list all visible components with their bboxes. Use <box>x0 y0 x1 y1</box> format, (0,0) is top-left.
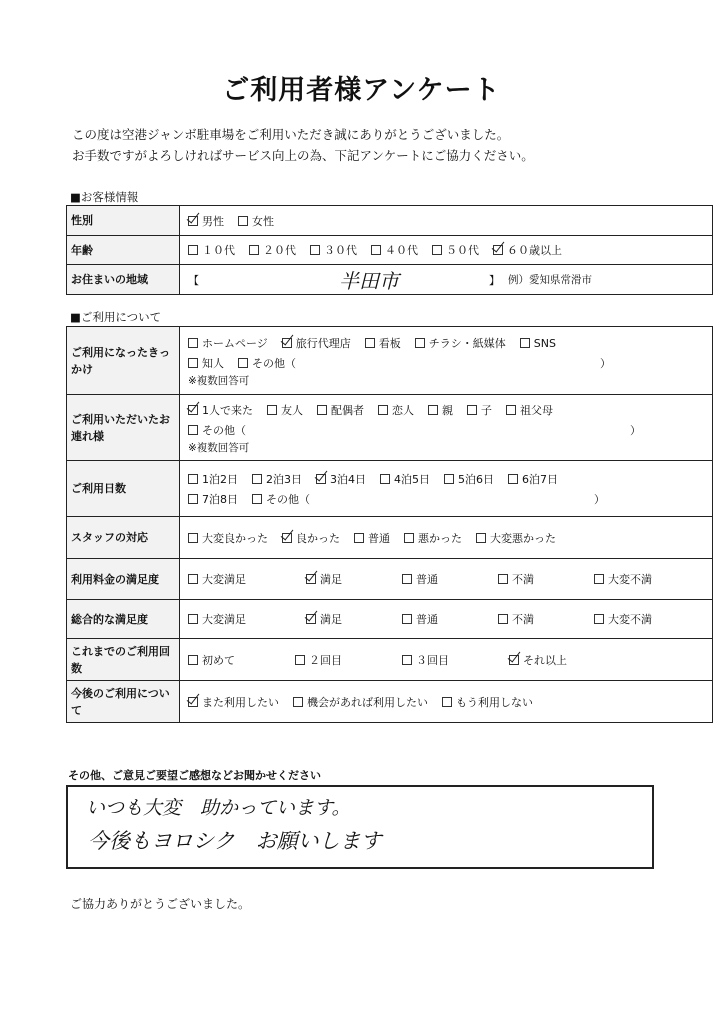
checkbox-label: 友人 <box>281 404 303 417</box>
checkbox-label: 女性 <box>252 214 274 228</box>
checkbox-label: 1人で来た <box>202 404 253 417</box>
checkbox-icon[interactable] <box>188 245 198 255</box>
checkbox-option[interactable] <box>306 571 342 587</box>
checkbox-label: 子 <box>481 404 492 417</box>
area-label: お住まいの地域 <box>67 265 180 295</box>
checkbox-icon[interactable] <box>442 697 452 707</box>
checkbox-icon[interactable] <box>238 358 248 368</box>
customer-info-table <box>66 205 713 295</box>
trigger-label: ご利用になったきっかけ <box>67 327 180 395</box>
checkbox-label: 配偶者 <box>331 404 364 417</box>
checkbox-label: 大変満足 <box>202 613 246 626</box>
checkbox-option[interactable] <box>238 355 296 371</box>
checkbox-icon[interactable] <box>594 574 604 584</box>
checkbox-label: もう利用しない <box>456 695 533 709</box>
checkbox-icon[interactable] <box>188 358 198 368</box>
checkbox-icon[interactable] <box>506 405 516 415</box>
checkbox-option[interactable] <box>432 242 479 258</box>
companion-options-row2 <box>188 422 260 438</box>
checked-box-icon[interactable] <box>316 474 326 484</box>
checkbox-label: １０代 <box>202 244 235 257</box>
checkbox-label: 不満 <box>512 573 534 586</box>
gender-label: 性別 <box>67 206 180 236</box>
page-title: ご利用者様アンケート <box>222 75 501 106</box>
thanks-message: ご協力ありがとうございました。 <box>70 897 251 911</box>
checked-box-icon[interactable] <box>188 216 198 226</box>
checkbox-icon[interactable] <box>365 338 375 348</box>
age-options <box>188 242 712 258</box>
checkbox-label: 4泊5日 <box>394 472 430 486</box>
checkbox-icon[interactable] <box>428 405 438 415</box>
checkbox-label: 知人 <box>202 357 224 370</box>
checkbox-option[interactable] <box>415 335 506 351</box>
checkbox-icon[interactable] <box>378 405 388 415</box>
checkbox-label: それ以上 <box>523 653 567 667</box>
checkbox-label: 普通 <box>416 573 438 586</box>
section-customer-heading: ■お客様情報 <box>70 190 139 204</box>
checkbox-label: ４０代 <box>385 244 418 257</box>
days-label: ご利用日数 <box>67 461 180 517</box>
checkbox-option[interactable] <box>316 471 366 487</box>
checkbox-label: 大変不満 <box>608 573 652 586</box>
checkbox-label: 3泊4日 <box>330 472 366 486</box>
comment-label: その他、ご意見ご要望ご感想などお聞かせください <box>68 769 321 782</box>
checkbox-label: その他（ <box>252 357 296 370</box>
checkbox-icon[interactable] <box>402 655 412 665</box>
checkbox-option[interactable] <box>509 652 567 668</box>
checkbox-label: 大変悪かった <box>490 531 556 545</box>
checkbox-label: ３０代 <box>324 244 357 257</box>
checkbox-option[interactable] <box>365 335 401 351</box>
checkbox-option[interactable] <box>188 402 253 418</box>
trigger-close-paren: ） <box>600 357 611 370</box>
checkbox-icon[interactable] <box>402 574 412 584</box>
checkbox-icon[interactable] <box>188 655 198 665</box>
checkbox-option[interactable] <box>293 694 428 710</box>
days-close-paren: ） <box>594 492 605 506</box>
checkbox-option[interactable] <box>442 694 533 710</box>
checkbox-option[interactable] <box>317 402 364 418</box>
checkbox-icon[interactable] <box>188 574 198 584</box>
checkbox-label: 親 <box>442 404 453 417</box>
staff-label: スタッフの対応 <box>67 517 180 559</box>
checkbox-label: 5泊6日 <box>458 472 494 486</box>
checkbox-option[interactable] <box>402 652 449 668</box>
checkbox-icon[interactable] <box>188 425 198 435</box>
checkbox-option[interactable] <box>188 611 246 627</box>
checkbox-option[interactable] <box>188 422 246 438</box>
checked-box-icon[interactable] <box>306 574 316 584</box>
checkbox-label: 旅行代理店 <box>295 337 351 350</box>
checkbox-label: 6泊7日 <box>522 472 558 486</box>
checkbox-icon[interactable] <box>188 614 198 624</box>
checkbox-option[interactable] <box>594 571 652 587</box>
checkbox-option[interactable] <box>594 611 652 627</box>
checked-box-icon[interactable] <box>188 697 198 707</box>
checked-box-icon[interactable] <box>493 245 503 255</box>
checkbox-label: 2泊3日 <box>266 472 302 486</box>
companion-label: ご利用いただいたお連れ様 <box>67 395 180 461</box>
checkbox-option[interactable] <box>188 242 235 258</box>
checkbox-icon[interactable] <box>594 614 604 624</box>
checkbox-icon[interactable] <box>188 533 198 543</box>
checkbox-label: ６０歳以上 <box>507 244 562 257</box>
checkbox-icon[interactable] <box>310 245 320 255</box>
checkbox-option[interactable] <box>238 213 274 229</box>
checkbox-label: 普通 <box>416 613 438 626</box>
checkbox-label: その他（ <box>202 424 246 437</box>
checkbox-label: 大変不満 <box>608 613 652 626</box>
checkbox-option[interactable] <box>188 571 246 587</box>
checked-box-icon[interactable] <box>306 614 316 624</box>
checkbox-option[interactable] <box>306 611 342 627</box>
checkbox-option[interactable] <box>282 335 351 351</box>
checkbox-label: 普通 <box>368 531 390 545</box>
checkbox-icon[interactable] <box>444 474 454 484</box>
checkbox-option[interactable] <box>188 335 268 351</box>
checkbox-option[interactable] <box>508 471 558 487</box>
checkbox-icon[interactable] <box>498 574 508 584</box>
checkbox-label: ３回目 <box>416 653 449 667</box>
count-options <box>188 652 712 668</box>
checkbox-label: ホームページ <box>202 337 268 350</box>
checkbox-icon[interactable] <box>293 697 303 707</box>
checkbox-icon[interactable] <box>354 533 364 543</box>
age-label: 年齢 <box>67 236 180 265</box>
checkbox-label: 7泊8日 <box>202 492 238 506</box>
days-options-row2 <box>188 491 324 507</box>
companion-close-paren: ） <box>630 424 641 437</box>
checkbox-option[interactable] <box>378 402 414 418</box>
checkbox-icon[interactable] <box>188 494 198 504</box>
checkbox-option[interactable] <box>188 530 268 546</box>
checkbox-icon[interactable] <box>520 338 530 348</box>
checkbox-label: 祖父母 <box>520 404 553 417</box>
checkbox-label: 満足 <box>320 573 342 586</box>
usage-table <box>66 326 713 723</box>
checkbox-label: 初めて <box>202 653 235 667</box>
checkbox-label: 満足 <box>320 613 342 626</box>
checkbox-icon[interactable] <box>404 533 414 543</box>
checkbox-option[interactable] <box>428 402 453 418</box>
trigger-options-row1 <box>188 333 712 353</box>
checkbox-option[interactable] <box>371 242 418 258</box>
checkbox-option[interactable] <box>520 337 556 350</box>
checkbox-option[interactable] <box>467 402 492 418</box>
comment-line-1: いつも大変 助かっています。 <box>86 797 351 819</box>
checkbox-label: 悪かった <box>418 531 462 545</box>
checkbox-option[interactable] <box>402 571 438 587</box>
section-usage-heading: ■ご利用について <box>70 310 162 324</box>
checked-box-icon[interactable] <box>509 655 519 665</box>
checkbox-icon[interactable] <box>498 614 508 624</box>
checkbox-option[interactable] <box>498 571 534 587</box>
area-bracket-close: 】 <box>489 273 500 287</box>
checkbox-label: 大変満足 <box>202 573 246 586</box>
checkbox-label: SNS <box>533 336 556 350</box>
checkbox-option[interactable] <box>267 402 303 418</box>
checked-box-icon[interactable] <box>188 405 198 415</box>
future-options <box>188 694 712 710</box>
checkbox-option[interactable] <box>493 242 562 258</box>
checkbox-icon[interactable] <box>415 338 425 348</box>
checkbox-icon[interactable] <box>267 405 277 415</box>
checkbox-option[interactable] <box>506 402 553 418</box>
checkbox-icon[interactable] <box>317 405 327 415</box>
price-options <box>188 571 712 587</box>
checkbox-option[interactable] <box>188 471 238 487</box>
intro-line-2: お手数ですがよろしければサービス向上の為、下記アンケートにご協力ください。 <box>72 148 534 163</box>
checkbox-option[interactable] <box>188 213 224 229</box>
days-options-row1 <box>188 469 712 489</box>
checkbox-icon[interactable] <box>467 405 477 415</box>
checkbox-icon[interactable] <box>508 474 518 484</box>
checkbox-icon[interactable] <box>371 245 381 255</box>
checkbox-label: 良かった <box>296 531 340 545</box>
checkbox-option[interactable] <box>188 652 235 668</box>
checkbox-option[interactable] <box>444 471 494 487</box>
overall-options <box>188 611 712 627</box>
checkbox-icon[interactable] <box>432 245 442 255</box>
companion-options-row1 <box>188 400 712 420</box>
comment-line-2: 今後もヨロシク お願いします <box>88 829 382 853</box>
checkbox-icon[interactable] <box>476 533 486 543</box>
checkbox-icon[interactable] <box>252 474 262 484</box>
checkbox-option[interactable] <box>188 355 224 371</box>
checkbox-icon[interactable] <box>295 655 305 665</box>
count-label: これまでのご利用回数 <box>67 639 180 681</box>
checkbox-icon[interactable] <box>249 245 259 255</box>
checkbox-label: 1泊2日 <box>202 472 238 486</box>
checkbox-option[interactable] <box>402 611 438 627</box>
checkbox-label: ２回目 <box>309 653 342 667</box>
checkbox-icon[interactable] <box>188 338 198 348</box>
checkbox-option[interactable] <box>249 242 296 258</box>
checkbox-icon[interactable] <box>402 614 412 624</box>
checkbox-option[interactable] <box>476 530 556 546</box>
trigger-options-row2 <box>188 355 310 371</box>
checkbox-option[interactable] <box>380 471 430 487</box>
companion-note: ※複数回答可 <box>188 442 250 454</box>
area-value[interactable]: 半田市 <box>339 269 399 293</box>
trigger-note: ※複数回答可 <box>188 375 250 387</box>
checkbox-option[interactable] <box>252 471 302 487</box>
checkbox-label: チラシ・紙媒体 <box>428 337 506 350</box>
checkbox-icon[interactable] <box>188 474 198 484</box>
checkbox-label: また利用したい <box>202 695 279 709</box>
checked-box-icon[interactable] <box>282 533 292 543</box>
overall-label: 総合的な満足度 <box>67 600 180 639</box>
checkbox-option[interactable] <box>354 530 390 546</box>
checkbox-option[interactable] <box>188 491 238 507</box>
future-label: 今後のご利用について <box>67 681 180 723</box>
price-label: 利用料金の満足度 <box>67 559 180 600</box>
area-example: 例）愛知県常滑市 <box>508 274 592 286</box>
checkbox-label: その他（ <box>266 492 310 506</box>
checkbox-label: 男性 <box>202 214 224 228</box>
checked-box-icon[interactable] <box>282 338 292 348</box>
checkbox-label: ２０代 <box>263 244 296 257</box>
checkbox-option[interactable] <box>282 530 340 546</box>
checkbox-label: ５０代 <box>446 244 479 257</box>
checkbox-label: 看板 <box>378 337 401 350</box>
checkbox-icon[interactable] <box>238 216 248 226</box>
checkbox-option[interactable] <box>252 491 310 507</box>
checkbox-option[interactable] <box>498 611 534 627</box>
checkbox-option[interactable] <box>295 652 342 668</box>
checkbox-icon[interactable] <box>380 474 390 484</box>
comment-box[interactable] <box>66 785 654 869</box>
checkbox-option[interactable] <box>188 694 279 710</box>
checkbox-option[interactable] <box>310 242 357 258</box>
staff-options <box>188 530 712 546</box>
gender-options <box>188 213 712 229</box>
checkbox-label: 不満 <box>512 613 534 626</box>
checkbox-label: 恋人 <box>392 404 414 417</box>
intro-line-1: この度は空港ジャンボ駐車場をご利用いただき誠にありがとうございました。 <box>72 127 510 142</box>
area-bracket-open: 【 <box>188 273 199 287</box>
checkbox-label: 大変良かった <box>202 531 268 545</box>
checkbox-label: 機会があれば利用したい <box>307 695 428 709</box>
checkbox-option[interactable] <box>404 530 462 546</box>
checkbox-icon[interactable] <box>252 494 262 504</box>
